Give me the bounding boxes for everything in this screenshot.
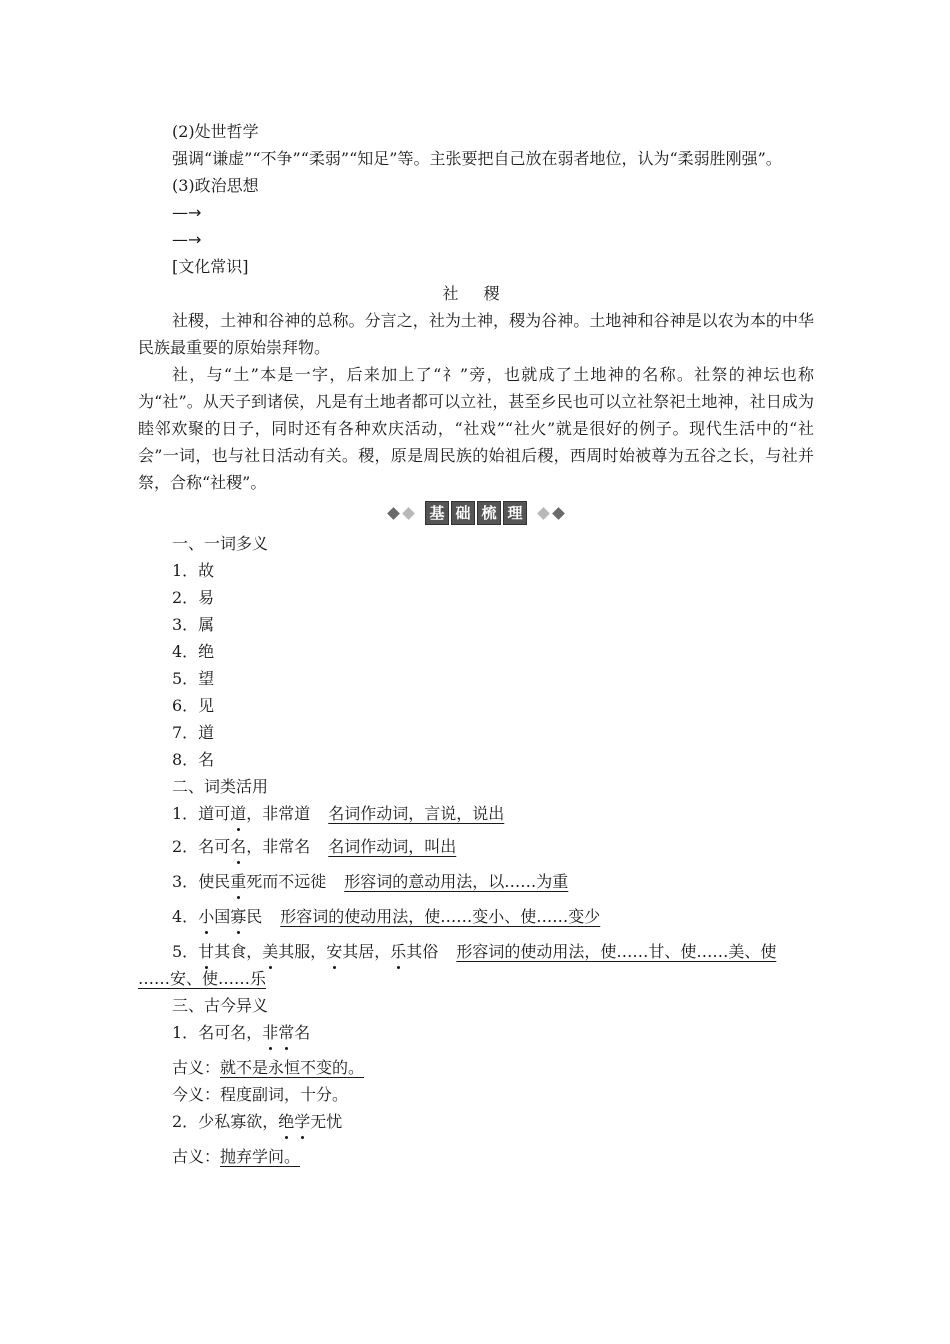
section-heading: 一、一词多义	[172, 534, 269, 553]
list-item: 5．甘其食，美其服，安其居，乐其俗 形容词的使动用法，使……甘、使……美、使	[138, 938, 814, 965]
list-item: 2．易	[172, 588, 215, 607]
answer-text: 名词作动词，言说，说出	[328, 804, 505, 823]
new-meaning: 今义：程度副词，十分。	[172, 1085, 349, 1104]
emphasis-char: 常	[278, 1019, 294, 1046]
philosophy-text: 强调“谦虚”“不争”“柔弱”“知足”等。主张要把自己放在弱者地位，认为“柔弱胜刚强”。	[172, 149, 782, 168]
diamond-icon	[387, 507, 400, 520]
list-item: 3．使民重死而不远徙 形容词的意动用法，以……为重	[138, 868, 814, 895]
list-item: 1．道可道，非常道 名词作动词，言说，说出	[138, 800, 814, 827]
diamond-icon	[552, 507, 565, 520]
answer-text: ……安、使……乐	[138, 969, 267, 988]
list-item: 6．见	[172, 696, 215, 715]
banner-char: 基	[425, 501, 449, 525]
section-heading: 三、古今异义	[172, 996, 269, 1015]
banner-char: 梳	[477, 501, 501, 525]
list-item: 2．名可名，非常名 名词作动词，叫出	[138, 833, 814, 860]
list-item: 2．少私寡欲，绝学无忧	[138, 1108, 814, 1135]
philosophy-heading: (2)处世哲学	[172, 122, 259, 141]
emphasis-char: 安	[326, 938, 342, 965]
emphasis-char: 非	[262, 1019, 278, 1046]
document-page	[138, 118, 814, 1170]
politics-heading: (3)政治思想	[172, 176, 259, 195]
answer-text: 抛弃学问。	[220, 1147, 301, 1166]
list-item: 7．道	[172, 723, 215, 742]
arrow-icon: —→	[172, 230, 202, 249]
emphasis-char: 甘	[198, 938, 214, 965]
answer-text: 形容词的意动用法，以……为重	[344, 872, 569, 891]
old-meaning: 古义：就不是永恒不变的。	[172, 1058, 365, 1077]
emphasis-char: 寡	[230, 903, 246, 930]
old-meaning: 古义：抛弃学问。	[172, 1147, 301, 1166]
banner-char: 理	[503, 501, 527, 525]
list-item: 1．名可名，非常名	[138, 1019, 814, 1046]
banner-title	[425, 501, 527, 525]
answer-text: 形容词的使动用法，使……甘、使……美、使	[456, 942, 777, 961]
answer-text: 名词作动词，叫出	[328, 837, 457, 856]
emphasis-char: 小	[198, 903, 214, 930]
section-banner	[138, 498, 814, 528]
list-item: 3．属	[172, 615, 215, 634]
list-item: 8．名	[172, 750, 215, 769]
banner-char: 础	[451, 501, 475, 525]
list-item: 5．望	[172, 669, 215, 688]
list-item: 4．小国寡民 形容词的使动用法，使……变小、使……变少	[138, 903, 814, 930]
section-heading: 二、词类活用	[172, 777, 269, 796]
list-item-continuation	[138, 965, 814, 992]
culture-title: 社 稷	[442, 284, 510, 303]
culture-label: [文化常识]	[172, 257, 249, 276]
culture-paragraph-2: 社，与“土”本是一字，后来加上了“礻”旁，也就成了土地神的名称。社祭的神坛也称为“社”。从天子到诸侯，凡是有土地者都可以立社，甚至乡民也可以立社祭祀土地神，社日成为睦邻欢聚的日子，同时还有各种欢庆活动，“社戏”“社火”就是很好的例子。现代生活中的“社会”一词，也与社日活动有关。稷，原是周民族的始祖后稷，西周时始被尊为五谷之长，与社并祭，合称“社稷”。	[138, 365, 814, 492]
emphasis-char: 学	[294, 1108, 310, 1135]
emphasis-char: 道	[230, 800, 246, 827]
emphasis-char: 美	[262, 938, 278, 965]
emphasis-char: 乐	[390, 938, 406, 965]
diamond-icon	[402, 507, 415, 520]
list-item: 1．故	[172, 561, 215, 580]
answer-text: 就不是永恒不变的。	[220, 1058, 365, 1077]
diamond-icon	[537, 507, 550, 520]
list-item: 4．绝	[172, 642, 215, 661]
emphasis-char: 名	[230, 833, 246, 860]
answer-text: 形容词的使动用法，使……变小、使……变少	[280, 907, 601, 926]
culture-paragraph-1: 社稷，土神和谷神的总称。分言之，社为土神，稷为谷神。土地神和谷神是以农为本的中华民族最重要的原始崇拜物。	[138, 311, 814, 357]
emphasis-char: 重	[230, 868, 246, 895]
emphasis-char: 绝	[278, 1108, 294, 1135]
arrow-icon: —→	[172, 203, 202, 222]
